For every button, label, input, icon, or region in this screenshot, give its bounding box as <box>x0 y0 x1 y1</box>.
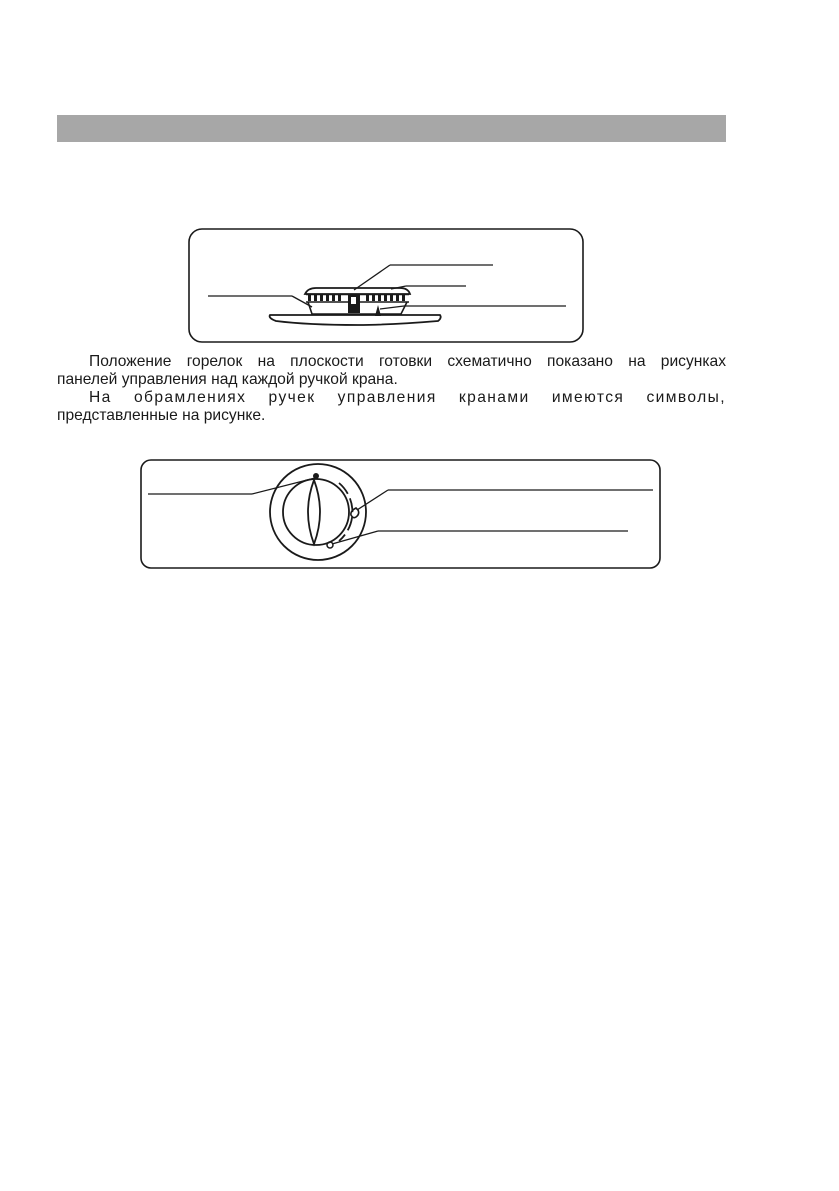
knob-frame <box>141 460 660 568</box>
hob-plate <box>270 315 441 325</box>
min-flame-symbol <box>327 542 333 548</box>
knob-diagram <box>140 459 661 569</box>
burner-diagram <box>188 228 584 344</box>
leader-line-top <box>354 265 390 290</box>
paragraph-line: панелей управления над каждой ручкой крана. <box>57 371 398 388</box>
leader-line-lower <box>380 306 404 309</box>
paragraph-line: представленные на рисунке. <box>57 407 266 424</box>
text-block <box>57 353 726 425</box>
knob-grip <box>308 480 320 544</box>
burner-diagram-svg <box>188 228 584 344</box>
paragraph-knob-symbols: На обрамлениях ручек управления кранами имеются символы, <box>89 389 726 406</box>
paragraph-burner-position <box>57 353 726 389</box>
knob-diagram-svg <box>140 459 661 569</box>
paragraph-line: Положение горелок на плоскости готовки схематично показано на рисунках <box>89 353 726 370</box>
section-header-bar <box>57 115 726 142</box>
